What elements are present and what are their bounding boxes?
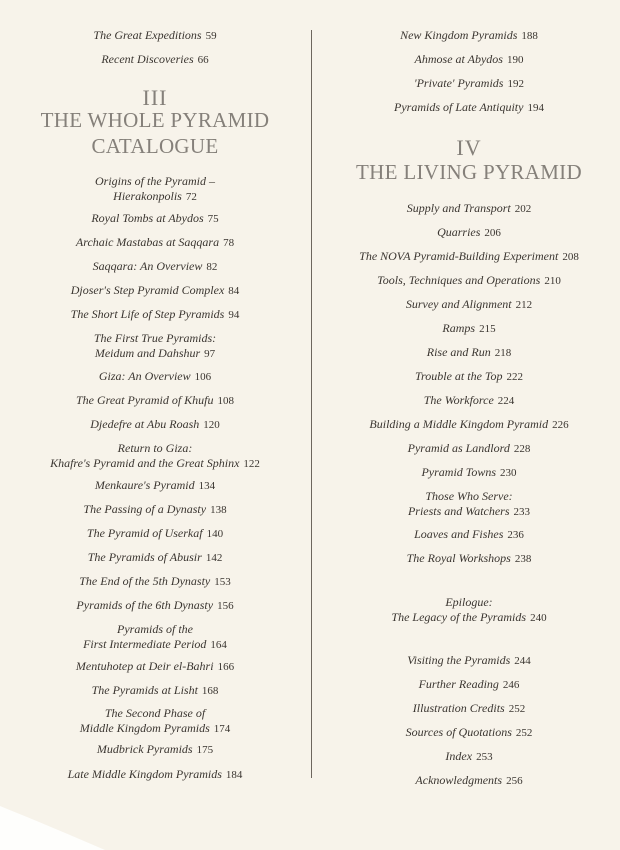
toc-entry[interactable]: Further Reading 246	[418, 677, 520, 691]
toc-entry[interactable]: Building a Middle Kingdom Pyramid 226	[369, 417, 569, 431]
toc-entry[interactable]: Ramps 215	[442, 321, 496, 335]
toc-entry[interactable]: Archaic Mastabas at Saqqara 78	[75, 235, 235, 249]
toc-entry[interactable]: Index 253	[445, 749, 493, 763]
toc-entry[interactable]: Giza: An Overview 106	[98, 369, 212, 383]
section-numeral: III	[142, 85, 168, 110]
toc-entry[interactable]: Pyramids of the 6th Dynasty 156	[76, 598, 234, 612]
toc-entry[interactable]: The Great Pyramid of Khufu 108	[75, 393, 235, 407]
toc-entry[interactable]: Mentuhotep at Deir el-Bahri 166	[75, 659, 235, 673]
toc-entry[interactable]: 'Private' Pyramids 192	[414, 76, 524, 90]
toc-entry[interactable]: Loaves and Fishes 236	[414, 527, 524, 541]
section-title: THE LIVING PYRAMID	[356, 160, 582, 184]
section-title-line2: CATALOGUE	[91, 134, 219, 158]
toc-entry[interactable]: Royal Tombs at Abydos 75	[91, 211, 219, 225]
toc-entry[interactable]: Menkaure's Pyramid 134	[94, 478, 216, 492]
toc-entry[interactable]: Mudbrick Pyramids 175	[96, 742, 214, 756]
toc-entry[interactable]: Pyramids of Late Antiquity 194	[394, 100, 544, 114]
section-title: THE WHOLE PYRAMID	[40, 108, 270, 132]
toc-entry[interactable]: The NOVA Pyramid-Building Experiment 208	[359, 249, 579, 263]
toc-entry[interactable]: Djedefre at Abu Roash 120	[90, 417, 220, 431]
toc-entry[interactable]: Recent Discoveries 66	[101, 52, 209, 66]
toc-entry[interactable]: Visiting the Pyramids 244	[407, 653, 531, 667]
toc-entry[interactable]: Sources of Quotations 252	[405, 725, 533, 739]
toc-entry[interactable]: Supply and Transport 202	[406, 201, 532, 215]
toc-entry[interactable]: Quarries 206	[437, 225, 501, 239]
toc-entry[interactable]: Rise and Run 218	[426, 345, 512, 359]
section-numeral: IV	[456, 135, 482, 160]
toc-entry[interactable]: The Great Expeditions 59	[93, 28, 217, 42]
toc-entry[interactable]: The Pyramids of Abusir 142	[87, 550, 223, 564]
toc-entry[interactable]: Epilogue: The Legacy of the Pyramids 240	[391, 595, 547, 624]
toc-entry[interactable]: Pyramids of the First Intermediate Period 164	[83, 622, 227, 651]
toc-entry[interactable]: The Pyramid of Userkaf 140	[86, 526, 224, 540]
toc-entry[interactable]: Illustration Credits 252	[412, 701, 526, 715]
toc-entry[interactable]: The End of the 5th Dynasty 153	[79, 574, 231, 588]
toc-entry[interactable]: Tools, Techniques and Operations 210	[377, 273, 561, 287]
toc-entry[interactable]: The First True Pyramids: Meidum and Dahshur 97	[93, 331, 217, 360]
toc-entry[interactable]: Acknowledgments 256	[415, 773, 523, 787]
toc-entry[interactable]: The Short Life of Step Pyramids 94	[70, 307, 240, 321]
toc-entry[interactable]: The Royal Workshops 238	[406, 551, 532, 565]
toc-entry[interactable]: Saqqara: An Overview 82	[92, 259, 218, 273]
toc-entry[interactable]: Late Middle Kingdom Pyramids 184	[67, 767, 243, 781]
toc-entry[interactable]: Survey and Alignment 212	[405, 297, 533, 311]
toc-entry[interactable]: The Workforce 224	[423, 393, 515, 407]
toc-entry[interactable]: The Pyramids at Lisht 168	[91, 683, 219, 697]
toc-entry[interactable]: Those Who Serve: Priests and Watchers 233	[407, 489, 531, 518]
toc-entry[interactable]: The Second Phase of Middle Kingdom Pyramids 174	[79, 706, 231, 735]
toc-entry[interactable]: The Passing of a Dynasty 138	[83, 502, 227, 516]
column-divider	[311, 30, 312, 778]
toc-entry[interactable]: Ahmose at Abydos 190	[414, 52, 524, 66]
toc-entry[interactable]: Trouble at the Top 222	[415, 369, 523, 383]
toc-entry[interactable]: Djoser's Step Pyramid Complex 84	[70, 283, 240, 297]
toc-entry[interactable]: Pyramid Towns 230	[421, 465, 517, 479]
toc-entry[interactable]: Origins of the Pyramid – Hierakonpolis 72	[95, 174, 215, 203]
toc-entry[interactable]: Return to Giza: Khafre's Pyramid and the Great Sphinx 122	[50, 441, 260, 470]
toc-entry[interactable]: Pyramid as Landlord 228	[407, 441, 531, 455]
toc-entry[interactable]: New Kingdom Pyramids 188	[400, 28, 538, 42]
page-curl-decoration	[0, 780, 110, 850]
